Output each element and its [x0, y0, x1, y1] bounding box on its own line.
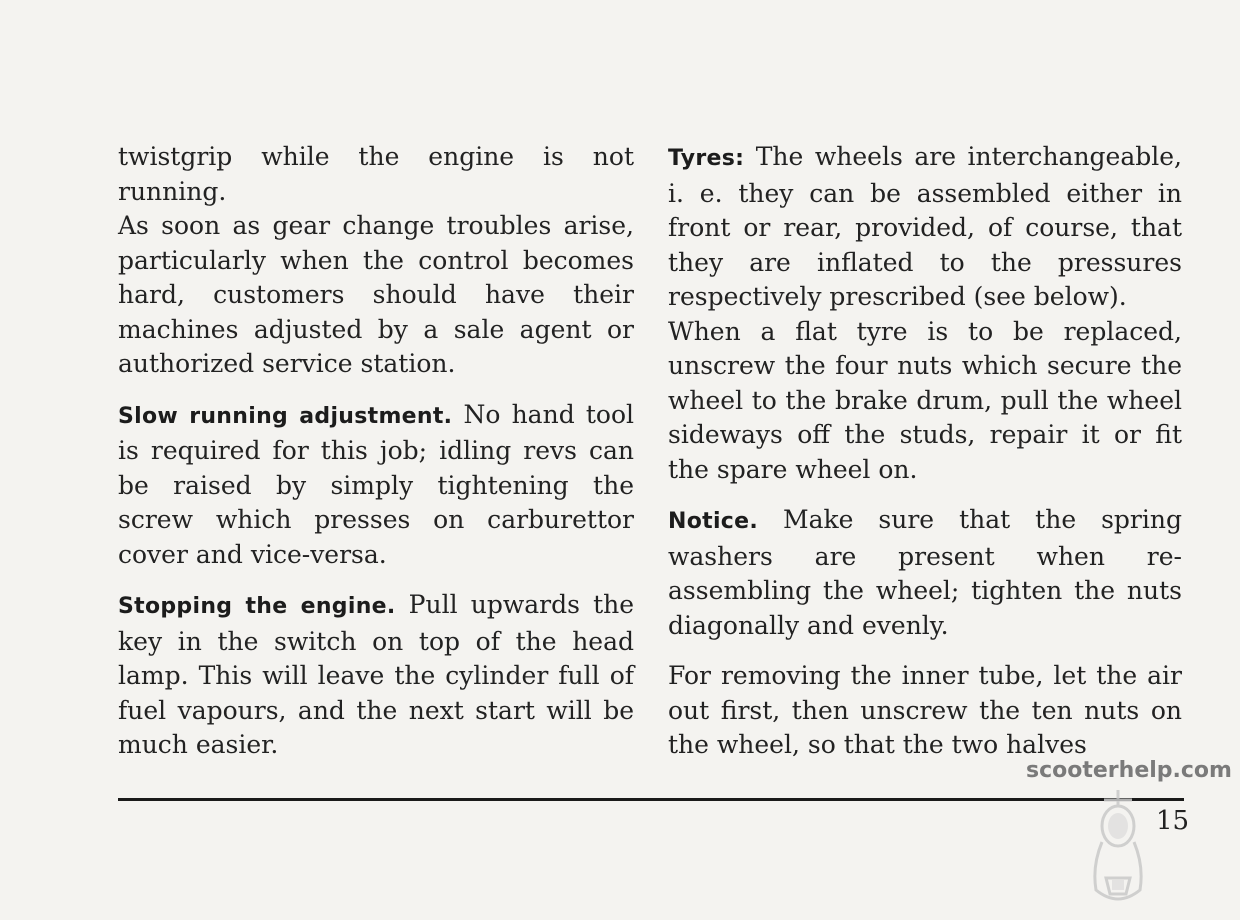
watermark-text: scooterhelp.com	[1026, 758, 1232, 783]
heading-tyres: Tyres:	[668, 146, 745, 171]
left-column	[118, 140, 634, 763]
bottom-rule	[118, 798, 1184, 801]
paragraph-twistgrip: twistgrip while the engine is not running.	[118, 142, 634, 206]
paragraph-inner-tube: For removing the inner tube, let the air out first, then unscrew the ten nuts on the wheel, so that the two halves	[668, 661, 1182, 759]
scooter-watermark-icon	[1078, 786, 1158, 910]
paragraph-gear-change: As soon as gear change troubles arise, particularly when the control becomes hard, customers should have their machines adjusted by a sale agent or authorized service station.	[118, 211, 634, 378]
heading-slow-running: Slow running adjustment.	[118, 403, 453, 429]
paragraph-slow-running	[118, 398, 634, 573]
text-stopping-engine: Pull upwards the key in the switch on top of the head lamp. This will leave the cylinder full of fuel vapours, and the next start will be much easier.	[118, 590, 635, 759]
paragraph-tyres	[668, 140, 1182, 315]
paragraph-stopping-engine	[118, 588, 634, 763]
text-slow-running: No hand tool is required for this job; idling revs can be raised by simply tightening the screw which presses on carburettor cover and vice-versa.	[118, 399, 634, 569]
heading-stopping-engine: Stopping the engine.	[118, 594, 396, 619]
heading-notice: Notice.	[668, 509, 759, 534]
paragraph-notice	[668, 503, 1182, 643]
paragraph-flat-tyre: When a flat tyre is to be replaced, unscrew the four nuts which secure the wheel to the brake drum, pull the wheel sideways off the studs, repair it or fit the spare wheel on.	[668, 316, 1182, 484]
right-column	[668, 140, 1182, 763]
text-notice: Make sure that the spring washers are present when re-assembling the wheel; tighten the nuts diagonally and evenly.	[668, 505, 1182, 640]
text-tyres: The wheels are interchangeable, i. e. they can be assembled either in front or rear, provided, of course, that they are inflated to the pressures respectively prescribed (see below).	[668, 142, 1182, 311]
page-number: 15	[1156, 806, 1190, 836]
